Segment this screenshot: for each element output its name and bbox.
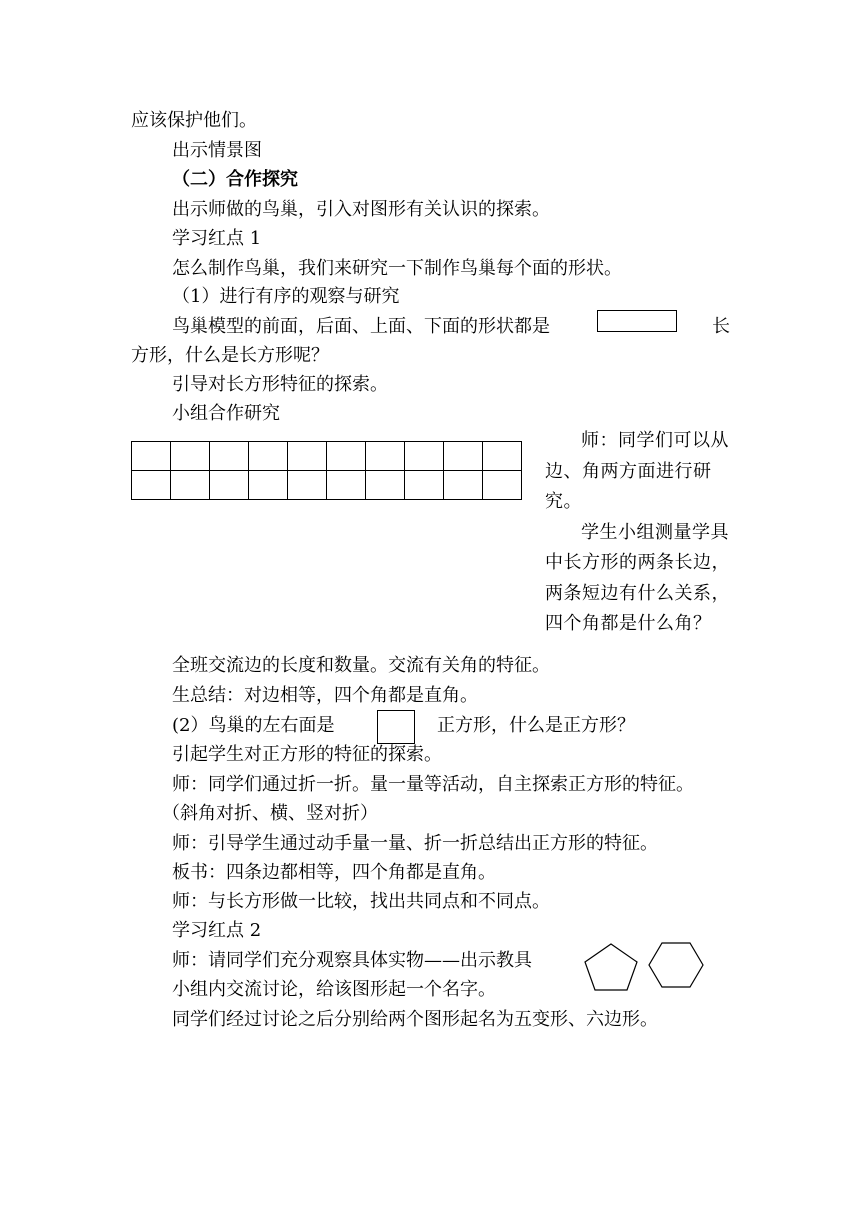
grid-cell (444, 442, 483, 471)
text-line-show-scene: 出示情景图 (172, 140, 262, 161)
grid-cell (210, 442, 249, 471)
grid-cell (288, 442, 327, 471)
text-line-guide-summary: 师：引导学生通过动手量一量、折一折总结出正方形的特征。 (172, 833, 658, 854)
grid-cell (210, 471, 249, 500)
learning-point-2-label: 学习红点 2 (172, 920, 262, 941)
text-line-board-writing: 板书：四条边都相等，四个角都是直角。 (172, 862, 496, 883)
hexagon-shape-icon (648, 941, 704, 989)
pentagon-shape-icon (583, 942, 639, 992)
grid-cell (366, 442, 405, 471)
grid-cell (444, 471, 483, 500)
section-heading-cooperation: （二）合作探究 (172, 169, 298, 190)
grid-cell (405, 471, 444, 500)
side-paragraph-students: 学生小组测量学具中长方形的两条长边，两条短边有什么关系，四个角都是什么角？ (545, 521, 730, 634)
text-line-how-to-make: 怎么制作鸟巢，我们来研究一下制作鸟巢每个面的形状。 (172, 258, 622, 279)
subheading-ordered-observation: （1）进行有序的观察与研究 (172, 286, 400, 307)
text-line-names-given: 同学们经过讨论之后分别给两个图形起名为五变形、六边形。 (172, 1009, 658, 1030)
text-line-protect: 应该保护他们。 (131, 110, 257, 131)
grid-cell (483, 471, 522, 500)
grid-cell (249, 442, 288, 471)
text-line-fold-methods: （斜角对折、横、竖对折） (162, 803, 378, 824)
grid-cell (483, 442, 522, 471)
text-line-long-char: 长 (712, 316, 730, 337)
grid-cell (171, 442, 210, 471)
text-line-group-naming: 小组内交流讨论，给该图形起一个名字。 (172, 979, 496, 1000)
text-line-group-research: 小组合作研究 (172, 403, 280, 424)
grid-cell (171, 471, 210, 500)
text-line-square-explore: 引起学生对正方形的特征的探索。 (172, 744, 442, 765)
square-shape-icon (377, 710, 415, 744)
text-line-class-exchange: 全班交流边的长度和数量。交流有关角的特征。 (172, 655, 550, 676)
side-paragraph-teacher: 师：同学们可以从边、角两方面进行研究。 (545, 430, 729, 512)
text-line-bird-nest-intro: 出示师做的鸟巢，引入对图形有关认识的探索。 (172, 199, 550, 220)
text-line-fold-measure: 师：同学们通过折一折。量一量等活动，自主探索正方形的特征。 (172, 774, 694, 795)
text-line-student-summary: 生总结：对边相等，四个角都是直角。 (172, 685, 478, 706)
grid-cell (366, 471, 405, 500)
grid-table (131, 441, 522, 500)
text-line-left-right-faces: (2）鸟巢的左右面是 (172, 715, 335, 736)
text-line-what-is-rectangle: 方形，什么是长方形呢？ (131, 345, 329, 366)
side-column-text (545, 426, 731, 640)
grid-row (132, 442, 522, 471)
grid-cell (288, 471, 327, 500)
text-line-nest-faces: 鸟巢模型的前面，后面、上面、下面的形状都是 (172, 316, 550, 337)
grid-row (132, 471, 522, 500)
grid-cell (327, 442, 366, 471)
grid-cell (132, 442, 171, 471)
text-line-guide-rectangle: 引导对长方形特征的探索。 (172, 374, 388, 395)
grid-cell (132, 471, 171, 500)
learning-point-1-label: 学习红点 1 (172, 228, 262, 249)
grid-cell (327, 471, 366, 500)
rectangle-shape-icon (597, 310, 677, 332)
text-line-observe-objects: 师：请同学们充分观察具体实物——出示教具 (172, 950, 532, 971)
grid-cell (405, 442, 444, 471)
text-line-compare: 师：与长方形做一比较，找出共同点和不同点。 (172, 891, 550, 912)
grid-cell (249, 471, 288, 500)
text-line-what-is-square: 正方形，什么是正方形？ (437, 715, 635, 736)
